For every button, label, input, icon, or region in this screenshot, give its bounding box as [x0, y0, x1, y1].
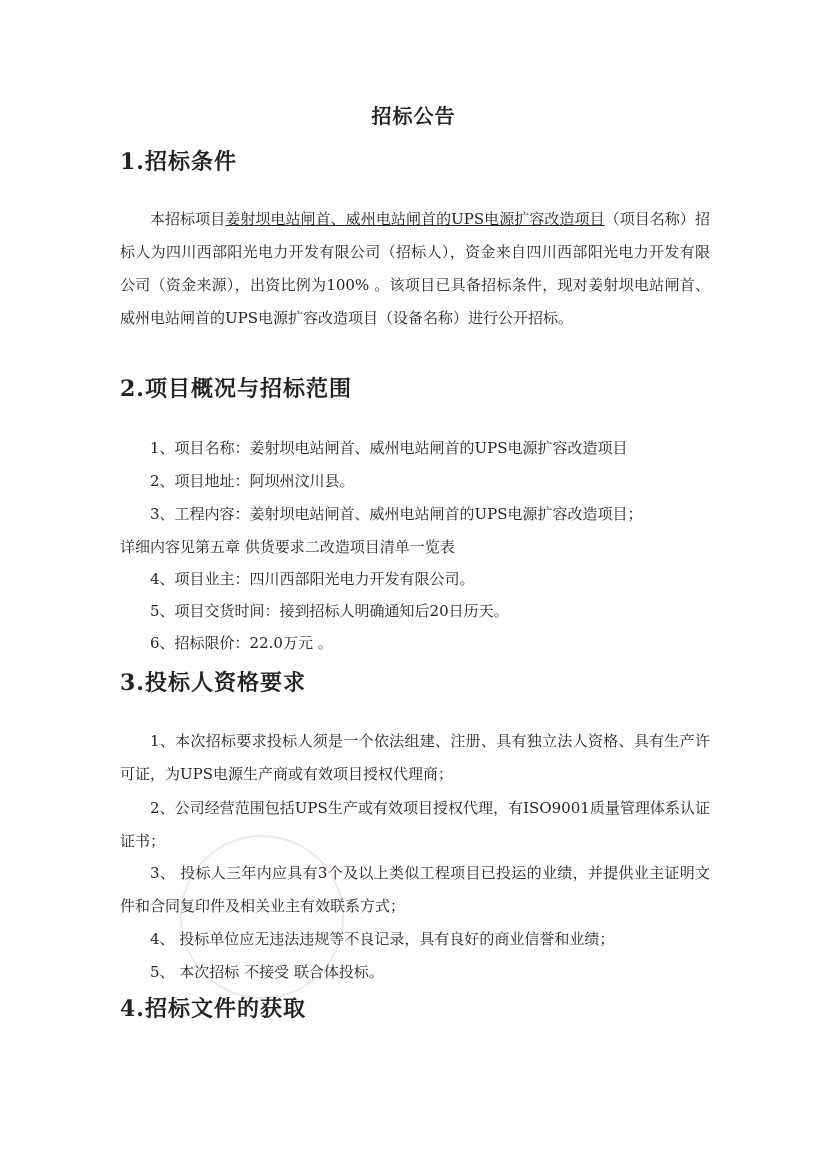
list-item: 2、项目地址：阿坝州汶川县。 — [150, 472, 355, 490]
para-prefix: 本招标项目 — [150, 210, 226, 228]
section-heading-1: 1.招标条件 — [120, 149, 237, 175]
section-heading-4: 4.招标文件的获取 — [120, 996, 306, 1022]
qualification-item: 1、本次招标要求投标人须是一个依法组建、注册、具有独立法人资格、具有生产许可证，为UPS电源生产商或有效项目授权代理商； — [120, 732, 710, 783]
list-item: 4、项目业主：四川西部阳光电力开发有限公司。 — [150, 570, 475, 588]
qualification-item: 3、 投标人三年内应具有3个及以上类似工程项目已投运的业绩，并提供业主证明文件和合同复印件及相关业主有效联系方式； — [120, 864, 710, 915]
section-heading-2: 2.项目概况与招标范围 — [120, 376, 352, 402]
project-name-underlined: 姜射坝电站闸首、威州电站闸首的UPS电源扩容改造项目 — [225, 210, 605, 228]
qualification-item: 5、 本次招标 不接受 联合体投标。 — [150, 963, 384, 981]
list-item: 5、项目交货时间：接到招标人明确通知后20日历天。 — [150, 602, 509, 620]
para-rest: （项目名称）招标人为四川西部阳光电力开发有限公司（招标人），资金来自四川西部阳光电力开发有限公司（资金来源），出资比例为100% 。该项目已具备招标条件，现对姜射坝电站闸首、威州电站闸首的UPS电源扩容改造项目（设备名称）进行公开招标。 — [120, 210, 710, 327]
list-item-continuation: 详细内容见第五章 供货要求二改造项目清单一览表 — [120, 538, 455, 556]
qualification-item: 2、公司经营范围包括UPS生产或有效项目授权代理，有ISO9001质量管理体系认证证书； — [120, 799, 710, 850]
list-item: 1、项目名称：姜射坝电站闸首、威州电站闸首的UPS电源扩容改造项目 — [150, 439, 628, 457]
list-item: 6、招标限价：22.0万元 。 — [150, 634, 333, 652]
qualification-item: 4、 投标单位应无违法违规等不良记录，具有良好的商业信誉和业绩； — [150, 930, 615, 948]
list-item: 3、工程内容：姜射坝电站闸首、威州电站闸首的UPS电源扩容改造项目； — [150, 505, 643, 523]
section-1-paragraph — [120, 203, 710, 335]
section-heading-3: 3.投标人资格要求 — [120, 670, 306, 696]
page-title: 招标公告 — [371, 104, 456, 128]
